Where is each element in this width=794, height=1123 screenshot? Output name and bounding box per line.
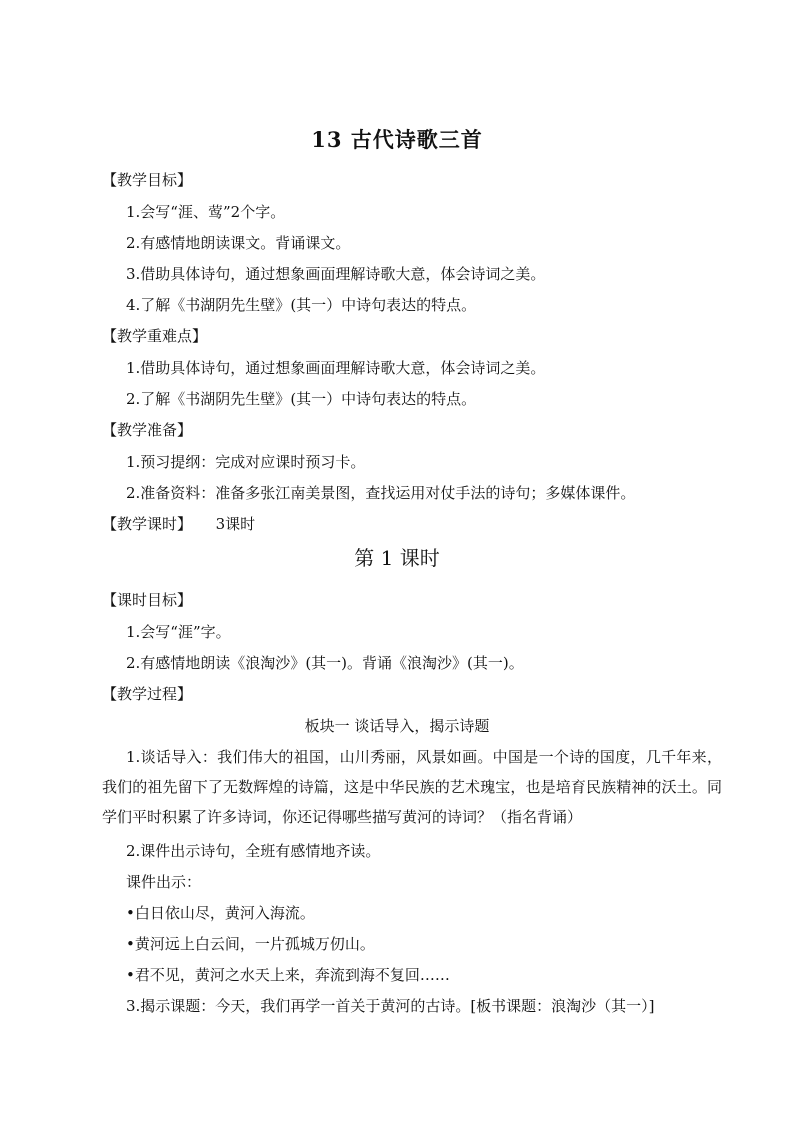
section-title: 板块一 谈话导入，揭示诗题 bbox=[304, 717, 490, 735]
process-step-3: 3.揭示课题：今天，我们再学一首关于黄河的古诗。[板书课题：浪淘沙（其一）] bbox=[126, 997, 655, 1015]
goal-item-2: 2.有感情地朗读课文。背诵课文。 bbox=[126, 234, 351, 252]
lesson-goal-item-1: 1.会写“涯”字。 bbox=[126, 623, 231, 641]
hours-value: 3课时 bbox=[215, 515, 256, 533]
hours-heading: 【教学课时】 bbox=[102, 515, 193, 533]
key-point-item-2: 2.了解《书湖阴先生壁》(其一）中诗句表达的特点。 bbox=[126, 390, 477, 408]
goal-item-1: 1.会写“涯、莺”2个字。 bbox=[126, 203, 286, 221]
goals-heading: 【教学目标】 bbox=[102, 171, 193, 189]
poem-line-2: •黄河远上白云间，一片孤城万仞山。 bbox=[126, 935, 375, 953]
lesson-goal-item-2: 2.有感情地朗读《浪淘沙》(其一)。背诵《浪淘沙》(其一)。 bbox=[126, 654, 524, 672]
key-point-item-1: 1.借助具体诗句，通过想象画面理解诗歌大意，体会诗词之美。 bbox=[126, 359, 546, 377]
poem-line-3: •君不见，黄河之水天上来，奔流到海不复回…… bbox=[126, 966, 450, 984]
poem-line-1: •白日依山尽，黄河入海流。 bbox=[126, 904, 315, 922]
process-step-2: 2.课件出示诗句，全班有感情地齐读。 bbox=[126, 842, 381, 860]
intro-paragraph: 1.谈话导入：我们伟大的祖国，山川秀丽，风景如画。中国是一个诗的国度，几千年来，我们的祖先留下了无数辉煌的诗篇，这是中华民族的艺术瑰宝，也是培育民族精神的沃土。同学们平时积累了许多诗词，你还记得哪些描写黄河的诗词？（指名背诵） bbox=[102, 748, 722, 826]
hours-row bbox=[102, 514, 255, 534]
lesson-title: 第 1 课时 bbox=[354, 546, 440, 570]
lesson-goals-heading: 【课时目标】 bbox=[102, 591, 193, 609]
preparation-item-2: 2.准备资料：准备多张江南美景图，查找运用对仗手法的诗句；多媒体课件。 bbox=[126, 484, 636, 502]
key-points-heading: 【教学重难点】 bbox=[102, 327, 208, 345]
process-heading: 【教学过程】 bbox=[102, 685, 193, 703]
goal-item-3: 3.借助具体诗句，通过想象画面理解诗歌大意，体会诗词之美。 bbox=[126, 265, 546, 283]
preparation-heading: 【教学准备】 bbox=[102, 421, 193, 439]
preparation-item-1: 1.预习提纲：完成对应课时预习卡。 bbox=[126, 453, 366, 471]
courseware-label: 课件出示： bbox=[126, 873, 202, 891]
goal-item-4: 4.了解《书湖阴先生壁》(其一）中诗句表达的特点。 bbox=[126, 296, 477, 314]
page-title: 13 古代诗歌三首 bbox=[311, 127, 483, 152]
